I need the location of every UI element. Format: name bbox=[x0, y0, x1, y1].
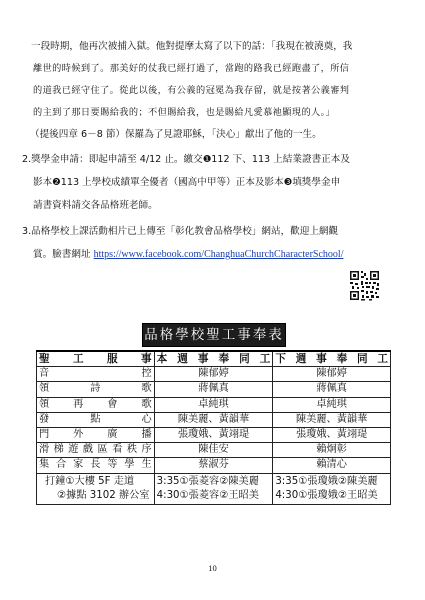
service-cell: 門 外 廣 播 bbox=[37, 427, 155, 442]
bell-location-1: 打鐘①大樓 5F 走道 bbox=[45, 475, 135, 487]
paragraph-line bbox=[31, 40, 352, 53]
table-row bbox=[37, 367, 391, 382]
duty-roster-table bbox=[36, 350, 391, 505]
table-row bbox=[37, 427, 391, 442]
service-cell: 發 點 心 bbox=[37, 412, 155, 427]
quote-line: 的道我已經守住了。從此以後，有公義的冠冕為我存留，就是按著公義審判 bbox=[33, 85, 350, 96]
header-service: 聖 工 服 事 bbox=[37, 351, 155, 367]
header-next-week: 下週事奉同工 bbox=[273, 351, 391, 367]
next-week-cell: 賴清心 bbox=[273, 458, 391, 473]
service-cell: 音 控 bbox=[37, 367, 155, 382]
facebook-line bbox=[33, 248, 343, 261]
service-cell: 集合家長等學生 bbox=[37, 458, 155, 473]
bell-service-cell bbox=[37, 473, 155, 504]
service-cell: 領 再 會 歌 bbox=[37, 397, 155, 412]
this-week-cell: 陳美麗、黃韻華 bbox=[154, 412, 273, 427]
this-week-cell: 卓純琪 bbox=[154, 397, 273, 412]
bell-next-week-2: 4:30①張瓊娥②王昭美 bbox=[275, 489, 378, 501]
scholarship-line: 影本❷113 上學校成績單全優者（國高中甲等）正本及影本❸填獎學金申 bbox=[33, 177, 341, 188]
page-number: 10 bbox=[208, 563, 217, 573]
table-header-row bbox=[37, 351, 391, 367]
facebook-link[interactable]: https://www.facebook.com/ChanghuaChurchCharacterSchool/ bbox=[93, 249, 344, 260]
quote-line: 離世的時候到了。那美好的仗我已經打過了，當跑的路我已經跑盡了，所信 bbox=[33, 63, 350, 74]
header-this-week: 本週事奉同工 bbox=[154, 351, 273, 367]
this-week-cell: 蔡淑芬 bbox=[154, 458, 273, 473]
next-week-cell: 蔣佩真 bbox=[273, 382, 391, 397]
next-week-cell: 賴炯彰 bbox=[273, 443, 391, 458]
paragraph-line: （提後四章 6－8 節）保羅為了見證耶穌，「決心」獻出了他的一生。 bbox=[30, 129, 322, 140]
this-week-cell: 蔣佩真 bbox=[154, 382, 273, 397]
duty-roster-title: 品格學校聖工事奉表 bbox=[142, 323, 286, 347]
service-cell: 滑梯遊戲區看秩序 bbox=[37, 443, 155, 458]
photos-line: 3.品格學校上課活動相片已上傳至「彰化教會品格學校」網站，歡迎上網觀 bbox=[22, 226, 339, 237]
scholarship-line: 2.獎學金申請：即起申請至 4/12 止。繳交❶112 下、113 上結業證書正本及 bbox=[22, 154, 350, 165]
bell-this-week-cell bbox=[154, 473, 273, 504]
table-row bbox=[37, 397, 391, 412]
next-week-cell: 陳美麗、黃韻華 bbox=[273, 412, 391, 427]
qr-code-icon bbox=[349, 270, 380, 301]
next-week-cell: 陳郁婷 bbox=[273, 367, 391, 382]
table-row bbox=[37, 443, 391, 458]
bell-this-week-2: 4:30①張菱容②王昭美 bbox=[156, 489, 259, 501]
table-row bbox=[37, 412, 391, 427]
bell-location-2: ②據點 3102 辦公室 bbox=[57, 489, 150, 501]
next-week-cell: 卓純琪 bbox=[273, 397, 391, 412]
bell-next-week-1: 3:35①張瓊娥②陳美麗 bbox=[275, 475, 378, 487]
body-text: 一段時期，他再次被捕入獄。他對提摩太寫了以下的話：「我現在被澆奠，我 bbox=[31, 41, 353, 52]
bell-next-week-cell bbox=[273, 473, 391, 504]
scholarship-line: 請書資料請交各品格班老師。 bbox=[33, 200, 158, 211]
service-cell: 領 詩 歌 bbox=[37, 382, 155, 397]
this-week-cell: 陳佳安 bbox=[154, 443, 273, 458]
next-week-cell: 張瓊娥、黃翊瑅 bbox=[273, 427, 391, 442]
table-row-bell bbox=[37, 473, 391, 504]
table-row bbox=[37, 382, 391, 397]
this-week-cell: 陳郁婷 bbox=[154, 367, 273, 382]
bell-this-week-1: 3:35①張菱容②陳美麗 bbox=[156, 475, 259, 487]
table-row bbox=[37, 458, 391, 473]
quote-line: 的主到了那日要賜給我的；不但賜給我，也是賜給凡愛慕祂顯現的人。」 bbox=[33, 107, 336, 118]
facebook-label: 賞。臉書網址 bbox=[33, 249, 94, 260]
this-week-cell: 張瓊娥、黃翊瑅 bbox=[154, 427, 273, 442]
